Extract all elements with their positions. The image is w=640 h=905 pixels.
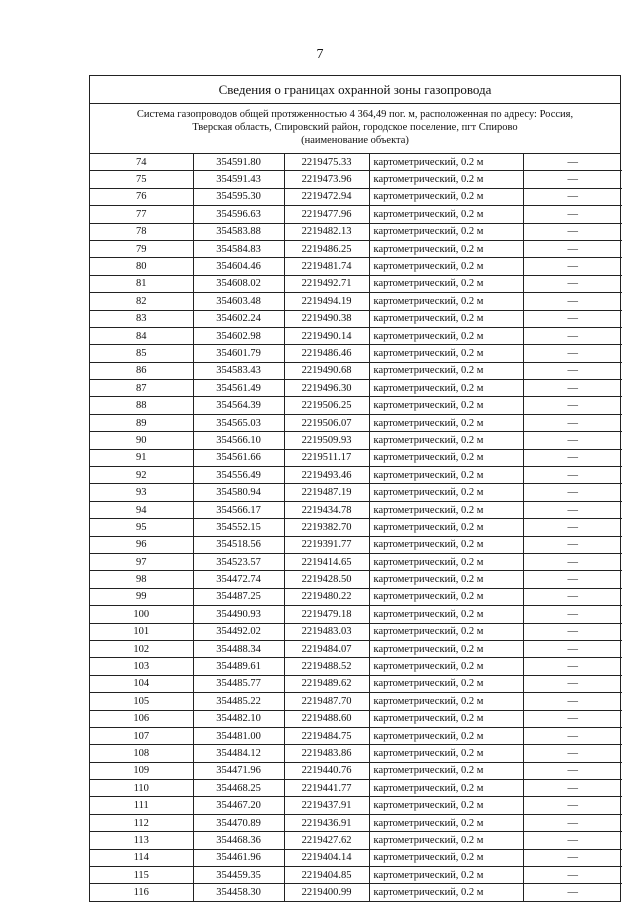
point-number-cell: 75 [90,171,193,188]
description-cell: — [523,362,622,379]
y-coordinate-cell: 2219493.46 [284,467,369,484]
y-coordinate-cell: 2219506.25 [284,397,369,414]
method-accuracy-cell: картометрический, 0.2 м [369,867,523,884]
x-coordinate-cell: 354602.24 [193,310,284,327]
point-number-cell: 110 [90,780,193,797]
description-cell: — [523,275,622,292]
x-coordinate-cell: 354492.02 [193,623,284,640]
table-row [90,449,622,466]
point-number-cell: 113 [90,832,193,849]
point-number-cell: 98 [90,571,193,588]
y-coordinate-cell: 2219483.86 [284,745,369,762]
y-coordinate-cell: 2219481.74 [284,258,369,275]
point-number-cell: 91 [90,449,193,466]
point-number-cell: 85 [90,345,193,362]
method-accuracy-cell: картометрический, 0.2 м [369,327,523,344]
table-row [90,206,622,223]
method-accuracy-cell: картометрический, 0.2 м [369,188,523,205]
description-cell: — [523,293,622,310]
method-accuracy-cell: картометрический, 0.2 м [369,623,523,640]
x-coordinate-cell: 354468.25 [193,780,284,797]
point-number-cell: 102 [90,640,193,657]
description-cell: — [523,484,622,501]
method-accuracy-cell: картометрический, 0.2 м [369,154,523,171]
table-row [90,658,622,675]
y-coordinate-cell: 2219483.03 [284,623,369,640]
method-accuracy-cell: картометрический, 0.2 м [369,884,523,901]
y-coordinate-cell: 2219490.38 [284,310,369,327]
description-cell: — [523,571,622,588]
point-number-cell: 94 [90,501,193,518]
table-row [90,362,622,379]
method-accuracy-cell: картометрический, 0.2 м [369,484,523,501]
point-number-cell: 78 [90,223,193,240]
description-cell: — [523,553,622,570]
table-row [90,849,622,866]
x-coordinate-cell: 354487.25 [193,588,284,605]
table-row [90,380,622,397]
y-coordinate-cell: 2219494.19 [284,293,369,310]
table-row [90,223,622,240]
table-row [90,258,622,275]
point-number-cell: 106 [90,710,193,727]
table-row [90,884,622,901]
point-number-cell: 97 [90,553,193,570]
table-row [90,693,622,710]
table-row [90,640,622,657]
description-cell: — [523,171,622,188]
description-cell: — [523,240,622,257]
y-coordinate-cell: 2219486.25 [284,240,369,257]
description-cell: — [523,327,622,344]
point-number-cell: 83 [90,310,193,327]
y-coordinate-cell: 2219480.22 [284,588,369,605]
method-accuracy-cell: картометрический, 0.2 м [369,293,523,310]
method-accuracy-cell: картометрический, 0.2 м [369,693,523,710]
y-coordinate-cell: 2219490.14 [284,327,369,344]
y-coordinate-cell: 2219404.85 [284,867,369,884]
table-row [90,310,622,327]
x-coordinate-cell: 354490.93 [193,606,284,623]
table-row [90,727,622,744]
x-coordinate-cell: 354596.63 [193,206,284,223]
description-cell: — [523,658,622,675]
table-row [90,467,622,484]
y-coordinate-cell: 2219391.77 [284,536,369,553]
point-number-cell: 107 [90,727,193,744]
point-number-cell: 80 [90,258,193,275]
table-row [90,780,622,797]
description-cell: — [523,501,622,518]
point-number-cell: 92 [90,467,193,484]
method-accuracy-cell: картометрический, 0.2 м [369,675,523,692]
point-number-cell: 114 [90,849,193,866]
table-row [90,814,622,831]
table-row [90,553,622,570]
method-accuracy-cell: картометрический, 0.2 м [369,588,523,605]
method-accuracy-cell: картометрический, 0.2 м [369,432,523,449]
description-cell: — [523,623,622,640]
method-accuracy-cell: картометрический, 0.2 м [369,467,523,484]
method-accuracy-cell: картометрический, 0.2 м [369,206,523,223]
description-cell: — [523,258,622,275]
description-cell: — [523,867,622,884]
x-coordinate-cell: 354458.30 [193,884,284,901]
description-cell: — [523,223,622,240]
y-coordinate-cell: 2219511.17 [284,449,369,466]
description-cell: — [523,345,622,362]
method-accuracy-cell: картометрический, 0.2 м [369,258,523,275]
description-cell: — [523,606,622,623]
y-coordinate-cell: 2219484.75 [284,727,369,744]
point-number-cell: 82 [90,293,193,310]
y-coordinate-cell: 2219489.62 [284,675,369,692]
table-row [90,327,622,344]
table-row [90,867,622,884]
y-coordinate-cell: 2219473.96 [284,171,369,188]
x-coordinate-cell: 354484.12 [193,745,284,762]
y-coordinate-cell: 2219400.99 [284,884,369,901]
method-accuracy-cell: картометрический, 0.2 м [369,310,523,327]
description-cell: — [523,310,622,327]
description-cell: — [523,797,622,814]
x-coordinate-cell: 354518.56 [193,536,284,553]
method-accuracy-cell: картометрический, 0.2 м [369,849,523,866]
y-coordinate-cell: 2219487.19 [284,484,369,501]
method-accuracy-cell: картометрический, 0.2 м [369,814,523,831]
description-cell: — [523,519,622,536]
point-number-cell: 111 [90,797,193,814]
y-coordinate-cell: 2219440.76 [284,762,369,779]
x-coordinate-cell: 354603.48 [193,293,284,310]
y-coordinate-cell: 2219479.18 [284,606,369,623]
point-number-cell: 95 [90,519,193,536]
x-coordinate-cell: 354601.79 [193,345,284,362]
point-number-cell: 88 [90,397,193,414]
table-row [90,414,622,431]
x-coordinate-cell: 354467.20 [193,797,284,814]
method-accuracy-cell: картометрический, 0.2 м [369,762,523,779]
description-cell: — [523,832,622,849]
y-coordinate-cell: 2219509.93 [284,432,369,449]
point-number-cell: 101 [90,623,193,640]
point-number-cell: 86 [90,362,193,379]
y-coordinate-cell: 2219482.13 [284,223,369,240]
description-cell: — [523,780,622,797]
y-coordinate-cell: 2219437.91 [284,797,369,814]
table-row [90,171,622,188]
x-coordinate-cell: 354485.22 [193,693,284,710]
description-line-3: (наименование объекта) [301,135,409,146]
description-cell: — [523,206,622,223]
y-coordinate-cell: 2219477.96 [284,206,369,223]
x-coordinate-cell: 354485.77 [193,675,284,692]
point-number-cell: 108 [90,745,193,762]
x-coordinate-cell: 354523.57 [193,553,284,570]
table-title: Сведения о границах охранной зоны газопровода [90,76,620,104]
method-accuracy-cell: картометрический, 0.2 м [369,606,523,623]
description-cell: — [523,397,622,414]
description-cell: — [523,745,622,762]
table-row [90,710,622,727]
x-coordinate-cell: 354591.80 [193,154,284,171]
description-cell: — [523,449,622,466]
x-coordinate-cell: 354459.35 [193,867,284,884]
method-accuracy-cell: картометрический, 0.2 м [369,780,523,797]
description-cell: — [523,693,622,710]
point-number-cell: 84 [90,327,193,344]
x-coordinate-cell: 354489.61 [193,658,284,675]
table-row [90,345,622,362]
method-accuracy-cell: картометрический, 0.2 м [369,519,523,536]
y-coordinate-cell: 2219506.07 [284,414,369,431]
y-coordinate-cell: 2219428.50 [284,571,369,588]
x-coordinate-cell: 354566.17 [193,501,284,518]
description-cell: — [523,814,622,831]
y-coordinate-cell: 2219404.14 [284,849,369,866]
point-number-cell: 116 [90,884,193,901]
x-coordinate-cell: 354604.46 [193,258,284,275]
description-cell: — [523,414,622,431]
table-row [90,154,622,171]
method-accuracy-cell: картометрический, 0.2 м [369,571,523,588]
description-cell: — [523,188,622,205]
method-accuracy-cell: картометрический, 0.2 м [369,640,523,657]
page-number: 7 [316,47,324,62]
coordinates-table [90,154,622,901]
point-number-cell: 109 [90,762,193,779]
point-number-cell: 112 [90,814,193,831]
method-accuracy-cell: картометрический, 0.2 м [369,797,523,814]
table-row [90,745,622,762]
description-cell: — [523,432,622,449]
point-number-cell: 74 [90,154,193,171]
description-cell: — [523,640,622,657]
y-coordinate-cell: 2219434.78 [284,501,369,518]
method-accuracy-cell: картометрический, 0.2 м [369,414,523,431]
y-coordinate-cell: 2219382.70 [284,519,369,536]
method-accuracy-cell: картометрический, 0.2 м [369,832,523,849]
method-accuracy-cell: картометрический, 0.2 м [369,345,523,362]
table-row [90,797,622,814]
description-line-1: Система газопроводов общей протяженностью 4 364,49 пог. м, расположенная по адресу: Россия, [136,109,574,120]
y-coordinate-cell: 2219496.30 [284,380,369,397]
x-coordinate-cell: 354471.96 [193,762,284,779]
table-row [90,832,622,849]
point-number-cell: 103 [90,658,193,675]
table-row [90,762,622,779]
method-accuracy-cell: картометрический, 0.2 м [369,727,523,744]
x-coordinate-cell: 354461.96 [193,849,284,866]
point-number-cell: 105 [90,693,193,710]
method-accuracy-cell: картометрический, 0.2 м [369,275,523,292]
point-number-cell: 90 [90,432,193,449]
x-coordinate-cell: 354564.39 [193,397,284,414]
method-accuracy-cell: картометрический, 0.2 м [369,223,523,240]
y-coordinate-cell: 2219492.71 [284,275,369,292]
y-coordinate-cell: 2219475.33 [284,154,369,171]
x-coordinate-cell: 354488.34 [193,640,284,657]
method-accuracy-cell: картометрический, 0.2 м [369,449,523,466]
method-accuracy-cell: картометрический, 0.2 м [369,171,523,188]
point-number-cell: 79 [90,240,193,257]
point-number-cell: 77 [90,206,193,223]
description-cell: — [523,884,622,901]
table-row [90,501,622,518]
method-accuracy-cell: картометрический, 0.2 м [369,710,523,727]
x-coordinate-cell: 354472.74 [193,571,284,588]
point-number-cell: 104 [90,675,193,692]
method-accuracy-cell: картометрический, 0.2 м [369,658,523,675]
description-cell: — [523,849,622,866]
x-coordinate-cell: 354584.83 [193,240,284,257]
description-cell: — [523,675,622,692]
point-number-cell: 81 [90,275,193,292]
point-number-cell: 99 [90,588,193,605]
object-description [90,104,620,154]
x-coordinate-cell: 354580.94 [193,484,284,501]
description-cell: — [523,588,622,605]
table-row [90,588,622,605]
method-accuracy-cell: картометрический, 0.2 м [369,536,523,553]
x-coordinate-cell: 354561.66 [193,449,284,466]
table-row [90,536,622,553]
method-accuracy-cell: картометрический, 0.2 м [369,397,523,414]
y-coordinate-cell: 2219414.65 [284,553,369,570]
table-row [90,293,622,310]
table-row [90,432,622,449]
y-coordinate-cell: 2219472.94 [284,188,369,205]
point-number-cell: 89 [90,414,193,431]
x-coordinate-cell: 354482.10 [193,710,284,727]
method-accuracy-cell: картометрический, 0.2 м [369,362,523,379]
description-cell: — [523,762,622,779]
point-number-cell: 100 [90,606,193,623]
point-number-cell: 115 [90,867,193,884]
table-row [90,275,622,292]
y-coordinate-cell: 2219488.52 [284,658,369,675]
description-cell: — [523,710,622,727]
boundary-table-frame [89,75,621,902]
method-accuracy-cell: картометрический, 0.2 м [369,501,523,518]
y-coordinate-cell: 2219487.70 [284,693,369,710]
point-number-cell: 96 [90,536,193,553]
x-coordinate-cell: 354468.36 [193,832,284,849]
description-cell: — [523,380,622,397]
method-accuracy-cell: картометрический, 0.2 м [369,240,523,257]
table-row [90,675,622,692]
description-cell: — [523,727,622,744]
table-row [90,397,622,414]
x-coordinate-cell: 354561.49 [193,380,284,397]
y-coordinate-cell: 2219488.60 [284,710,369,727]
x-coordinate-cell: 354602.98 [193,327,284,344]
x-coordinate-cell: 354591.43 [193,171,284,188]
point-number-cell: 93 [90,484,193,501]
description-cell: — [523,154,622,171]
method-accuracy-cell: картометрический, 0.2 м [369,553,523,570]
x-coordinate-cell: 354608.02 [193,275,284,292]
y-coordinate-cell: 2219484.07 [284,640,369,657]
y-coordinate-cell: 2219486.46 [284,345,369,362]
table-row [90,606,622,623]
x-coordinate-cell: 354583.43 [193,362,284,379]
x-coordinate-cell: 354556.49 [193,467,284,484]
table-row [90,188,622,205]
method-accuracy-cell: картометрический, 0.2 м [369,745,523,762]
x-coordinate-cell: 354481.00 [193,727,284,744]
method-accuracy-cell: картометрический, 0.2 м [369,380,523,397]
x-coordinate-cell: 354470.89 [193,814,284,831]
table-row [90,571,622,588]
y-coordinate-cell: 2219490.68 [284,362,369,379]
point-number-cell: 76 [90,188,193,205]
table-row [90,240,622,257]
y-coordinate-cell: 2219427.62 [284,832,369,849]
y-coordinate-cell: 2219441.77 [284,780,369,797]
description-line-2: Тверская область, Спировский район, городское поселение, пгт Спирово [192,122,518,133]
point-number-cell: 87 [90,380,193,397]
x-coordinate-cell: 354583.88 [193,223,284,240]
description-cell: — [523,536,622,553]
table-row [90,623,622,640]
x-coordinate-cell: 354566.10 [193,432,284,449]
table-row [90,519,622,536]
description-cell: — [523,467,622,484]
x-coordinate-cell: 354552.15 [193,519,284,536]
table-row [90,484,622,501]
y-coordinate-cell: 2219436.91 [284,814,369,831]
x-coordinate-cell: 354565.03 [193,414,284,431]
x-coordinate-cell: 354595.30 [193,188,284,205]
